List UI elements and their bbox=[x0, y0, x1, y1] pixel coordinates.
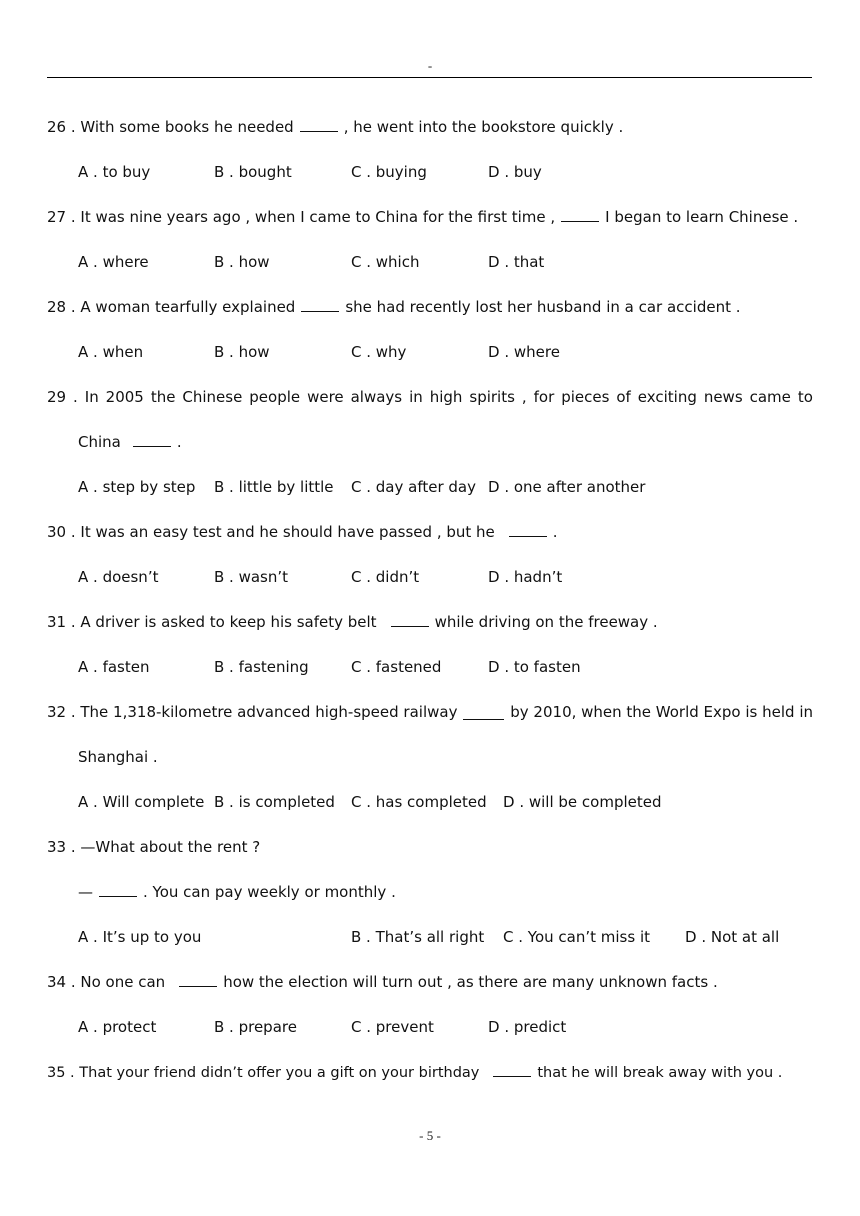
word: exciting bbox=[637, 388, 697, 406]
word: for bbox=[533, 388, 555, 406]
question-text: how the election will turn out , as there are many unknown facts . bbox=[223, 973, 718, 991]
question-32 bbox=[47, 702, 813, 722]
question-text: that he will break away with you . bbox=[537, 1065, 783, 1081]
option-b: B . is completed bbox=[214, 793, 335, 811]
answer-blank bbox=[561, 207, 599, 222]
option-b: B . little by little bbox=[214, 478, 334, 496]
question-text: 34 . No one can bbox=[47, 973, 166, 991]
option-c: C . didn’t bbox=[351, 568, 420, 586]
word: of bbox=[616, 388, 631, 406]
option-b: B . That’s all right bbox=[351, 928, 485, 946]
option-a: A . Will complete bbox=[78, 793, 205, 811]
question-text: 26 . With some books he needed bbox=[47, 118, 294, 136]
question-35 bbox=[47, 1062, 782, 1083]
option-a: A . where bbox=[78, 253, 149, 271]
question-text: she had recently lost her husband in a car accident . bbox=[345, 298, 741, 316]
question-text: — bbox=[78, 883, 93, 901]
word: 2005 bbox=[105, 388, 144, 406]
option-a: A . when bbox=[78, 343, 144, 361]
question-text: 28 . A woman tearfully explained bbox=[47, 298, 296, 316]
question-text: 30 . It was an easy test and he should have passed , but he bbox=[47, 523, 495, 541]
word: the bbox=[150, 388, 176, 406]
option-c: C . why bbox=[351, 343, 407, 361]
option-d: D . buy bbox=[488, 163, 542, 181]
question-text: by 2010, when the World Expo is held in bbox=[510, 703, 813, 721]
answer-blank bbox=[300, 117, 338, 132]
option-c: C . has completed bbox=[351, 793, 487, 811]
question-text: . bbox=[176, 433, 182, 451]
question-27 bbox=[47, 207, 798, 227]
question-30 bbox=[47, 522, 558, 542]
word: came bbox=[749, 388, 791, 406]
answer-blank bbox=[391, 612, 429, 627]
question-text: 31 . A driver is asked to keep his safety belt bbox=[47, 613, 377, 631]
option-c: C . buying bbox=[351, 163, 427, 181]
question-29-line-2 bbox=[78, 432, 182, 452]
word: 29 bbox=[47, 388, 67, 406]
header-mark: - bbox=[427, 58, 433, 73]
option-d: D . to fasten bbox=[488, 658, 581, 676]
question-26 bbox=[47, 117, 623, 137]
question-text: . bbox=[552, 523, 558, 541]
word: always bbox=[350, 388, 403, 406]
word: . bbox=[73, 388, 78, 406]
option-a: A . protect bbox=[78, 1018, 157, 1036]
option-c: C . prevent bbox=[351, 1018, 434, 1036]
question-text: , he went into the bookstore quickly . bbox=[343, 118, 624, 136]
option-c: C . You can’t miss it bbox=[503, 928, 650, 946]
word: in bbox=[409, 388, 423, 406]
word: spirits bbox=[469, 388, 515, 406]
page-number: - 5 - bbox=[419, 1128, 441, 1143]
question-text: . You can pay weekly or monthly . bbox=[143, 883, 396, 901]
option-b: B . fastening bbox=[214, 658, 309, 676]
question-28 bbox=[47, 297, 741, 317]
option-c: C . day after day bbox=[351, 478, 476, 496]
question-text: 32 . The 1,318-kilometre advanced high-speed railway bbox=[47, 703, 458, 721]
word: high bbox=[429, 388, 463, 406]
option-d: D . hadn’t bbox=[488, 568, 563, 586]
answer-blank bbox=[509, 522, 547, 537]
answer-blank bbox=[179, 972, 217, 987]
option-a: A . doesn’t bbox=[78, 568, 159, 586]
question-31 bbox=[47, 612, 658, 632]
header-rule bbox=[47, 77, 812, 78]
option-b: B . prepare bbox=[214, 1018, 297, 1036]
answer-blank bbox=[99, 882, 137, 897]
question-text: China bbox=[78, 433, 121, 451]
question-34 bbox=[47, 972, 718, 992]
answer-blank bbox=[133, 432, 171, 447]
question-33: 33 . —What about the rent ? bbox=[47, 838, 261, 856]
option-d: D . predict bbox=[488, 1018, 567, 1036]
question-33-line-2 bbox=[78, 882, 396, 902]
option-c: C . which bbox=[351, 253, 420, 271]
option-d: D . that bbox=[488, 253, 545, 271]
option-a: A . fasten bbox=[78, 658, 150, 676]
question-29 bbox=[47, 387, 813, 407]
word: were bbox=[307, 388, 344, 406]
answer-blank bbox=[301, 297, 339, 312]
question-text: I began to learn Chinese . bbox=[605, 208, 799, 226]
option-a: A . It’s up to you bbox=[78, 928, 202, 946]
answer-blank bbox=[463, 705, 504, 720]
answer-blank bbox=[493, 1062, 531, 1077]
word: to bbox=[797, 388, 813, 406]
option-b: B . wasn’t bbox=[214, 568, 289, 586]
word: news bbox=[703, 388, 743, 406]
option-b: B . bought bbox=[214, 163, 292, 181]
question-32-line-2: Shanghai . bbox=[78, 748, 158, 766]
option-a: A . to buy bbox=[78, 163, 151, 181]
word: people bbox=[249, 388, 301, 406]
question-text: while driving on the freeway . bbox=[434, 613, 658, 631]
word: In bbox=[84, 388, 99, 406]
option-b: B . how bbox=[214, 343, 270, 361]
word: Chinese bbox=[182, 388, 243, 406]
option-a: A . step by step bbox=[78, 478, 196, 496]
option-b: B . how bbox=[214, 253, 270, 271]
option-d: D . where bbox=[488, 343, 560, 361]
option-d: D . one after another bbox=[488, 478, 646, 496]
option-d: D . Not at all bbox=[685, 928, 780, 946]
question-text: 27 . It was nine years ago , when I came to China for the first time , bbox=[47, 208, 556, 226]
question-text: 35 . That your friend didn’t offer you a gift on your birthday bbox=[47, 1065, 480, 1081]
option-d: D . will be completed bbox=[503, 793, 662, 811]
word: , bbox=[521, 388, 527, 406]
word: pieces bbox=[561, 388, 610, 406]
option-c: C . fastened bbox=[351, 658, 442, 676]
